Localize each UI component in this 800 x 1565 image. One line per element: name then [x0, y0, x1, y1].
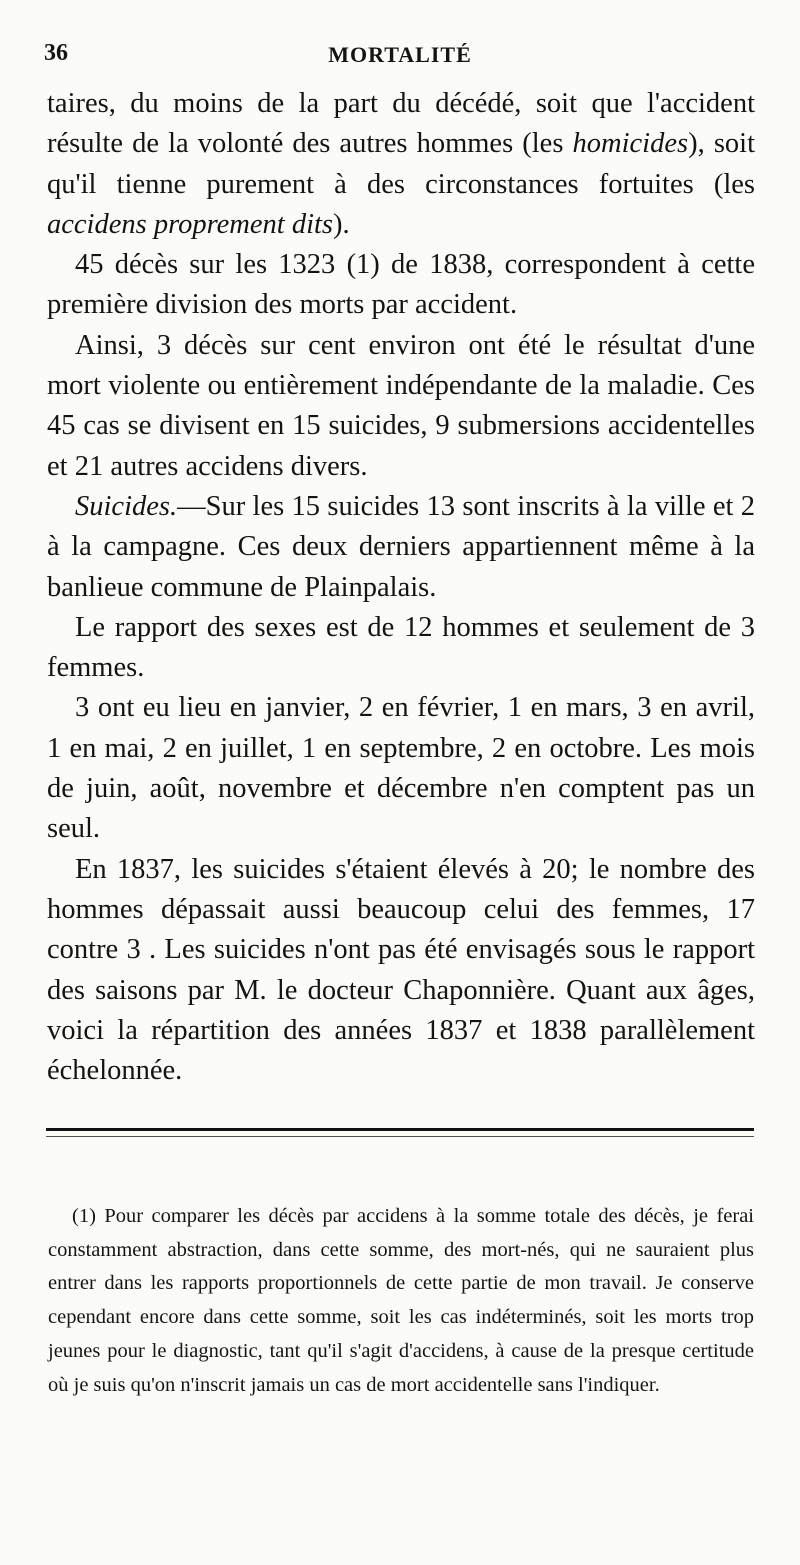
paragraph-4-text: —Sur les 15 suicides 13 sont inscrits à la ville et 2 à la campagne. Ces deux derniers appartiennent même à la banlieue commune de Plainpalais.	[47, 490, 755, 603]
body-text	[47, 84, 755, 1091]
footnote-rule	[46, 1128, 754, 1131]
running-title: MORTALITÉ	[328, 42, 472, 67]
running-head	[44, 40, 756, 74]
footnote	[48, 1200, 754, 1402]
paragraph-1	[47, 84, 755, 245]
section-heading-suicides: Suicides.	[75, 490, 178, 522]
footnote-text: (1) Pour comparer les décès par accidens à la somme totale des décès, je ferai constamment abstraction, dans cette somme, des mort-nés, qui ne sauraient plus entrer dans les rapports proportionnels de cette partie de mon travail. Je conserve cependant encore dans cette somme, soit les cas indéterminés, soit les morts trop jeunes pour le diagnostic, tant qu'il s'agit d'accidens, à cause de la presque certitude où je suis qu'on n'inscrit jamais un cas de mort accidentelle sans l'indiquer.	[48, 1205, 754, 1396]
paragraph-1-italic-homicides: homicides	[572, 128, 689, 160]
paragraph-3: Ainsi, 3 décès sur cent environ ont été le résultat d'une mort violente ou entièrement indépendante de la maladie. Ces 45 cas se divisent en 15 suicides, 9 submersions accidentelles et 21 autres accidens divers.	[47, 329, 755, 482]
paragraph-1-end: ).	[333, 208, 350, 240]
page-number: 36	[44, 40, 68, 66]
paragraph-1-mid: ), soit qu'il tienne purement à des circonstances fortuites (les	[47, 128, 755, 200]
paragraph-6: 3 ont eu lieu en janvier, 2 en février, 1 en mars, 3 en avril, 1 en mai, 2 en juillet, 1 en septembre, 2 en octobre. Les mois de juin, août, novembre et décembre n'en comptent pas un seul.	[47, 692, 755, 845]
paragraph-1-start: taires, du moins de la part du décédé, soit que l'accident résulte de la volonté des autres hommes (les	[47, 88, 755, 160]
paragraph-5: Le rapport des sexes est de 12 hommes et seulement de 3 femmes.	[47, 611, 755, 684]
footnote-rule-thin	[46, 1136, 754, 1137]
paragraph-4	[47, 487, 755, 608]
paragraph-7: En 1837, les suicides s'étaient élevés à 20; le nombre des hommes dépassait aussi beaucoup celui des femmes, 17 contre 3 . Les suicides n'ont pas été envisagés sous le rapport des saisons par M. le docteur Chaponnière. Quant aux âges, voici la répartition des années 1837 et 1838 parallèlement échelonnée.	[47, 853, 755, 1087]
paragraph-1-italic-accidens: accidens proprement dits	[47, 208, 334, 240]
paragraph-2: 45 décès sur les 1323 (1) de 1838, correspondent à cette première division des morts par accident.	[47, 249, 755, 321]
